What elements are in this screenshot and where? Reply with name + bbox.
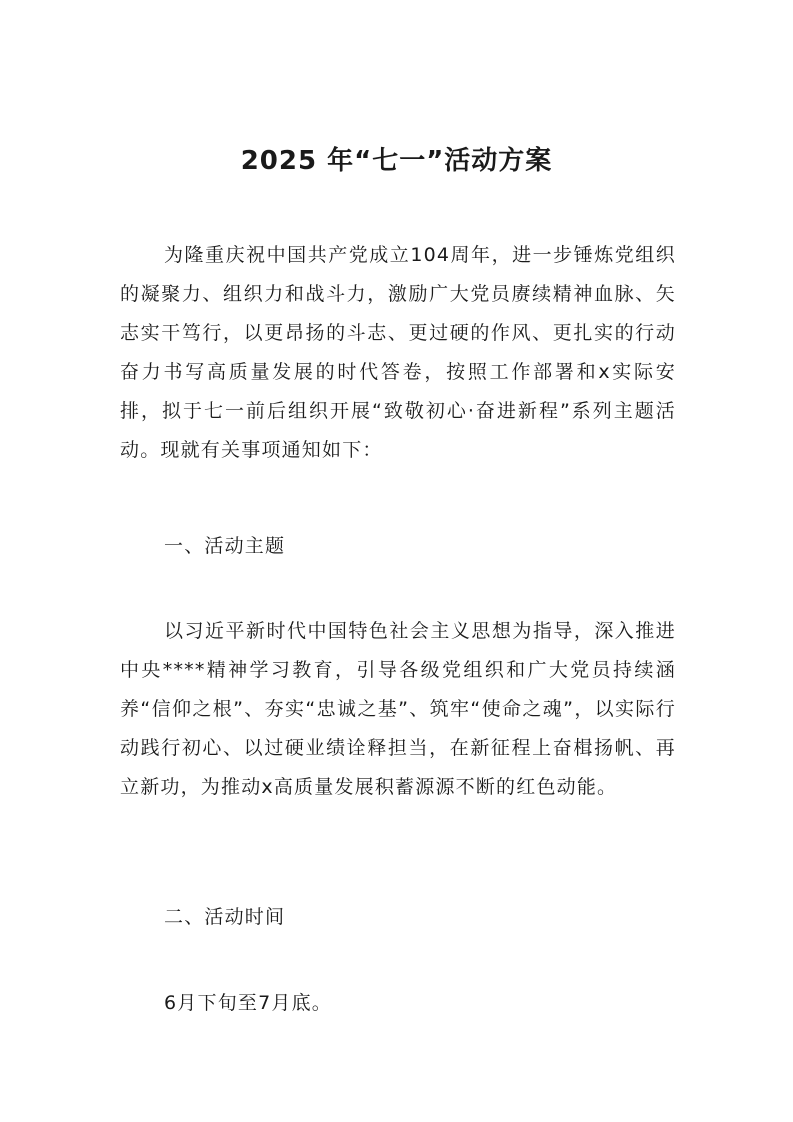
time-paragraph: 6月下旬至7月底。	[164, 992, 332, 1014]
intro-paragraph: 为隆重庆祝中国共产党成立104周年，进一步锤炼党组织的凝聚力、组织力和战斗力，激励广大党员赓续精神血脉、矢志实干笃行，以更昂扬的斗志、更过硬的作风、更扎实的行动奋力书写高质量发展的时代答卷，按照工作部署和x实际安排，拟于七一前后组织开展“致敬初心·奋进新程”系列主题活动。现就有关事项通知如下：	[120, 244, 676, 461]
section-heading-theme: 一、活动主题	[164, 535, 286, 557]
document-title: 2025 年“七一”活动方案	[240, 146, 553, 177]
section-heading-time: 二、活动时间	[164, 906, 286, 928]
theme-paragraph: 以习近平新时代中国特色社会主义思想为指导，深入推进中央****精神学习教育，引导各级党组织和广大党员持续涵养“信仰之根”、夯实“忠诚之基”、筑牢“使命之魂”，以实际行动践行初心、以过硬业绩诠释担当，在新征程上奋楫扬帆、再立新功，为推动x高质量发展积蓄源源不断的红色动能。	[120, 620, 676, 798]
